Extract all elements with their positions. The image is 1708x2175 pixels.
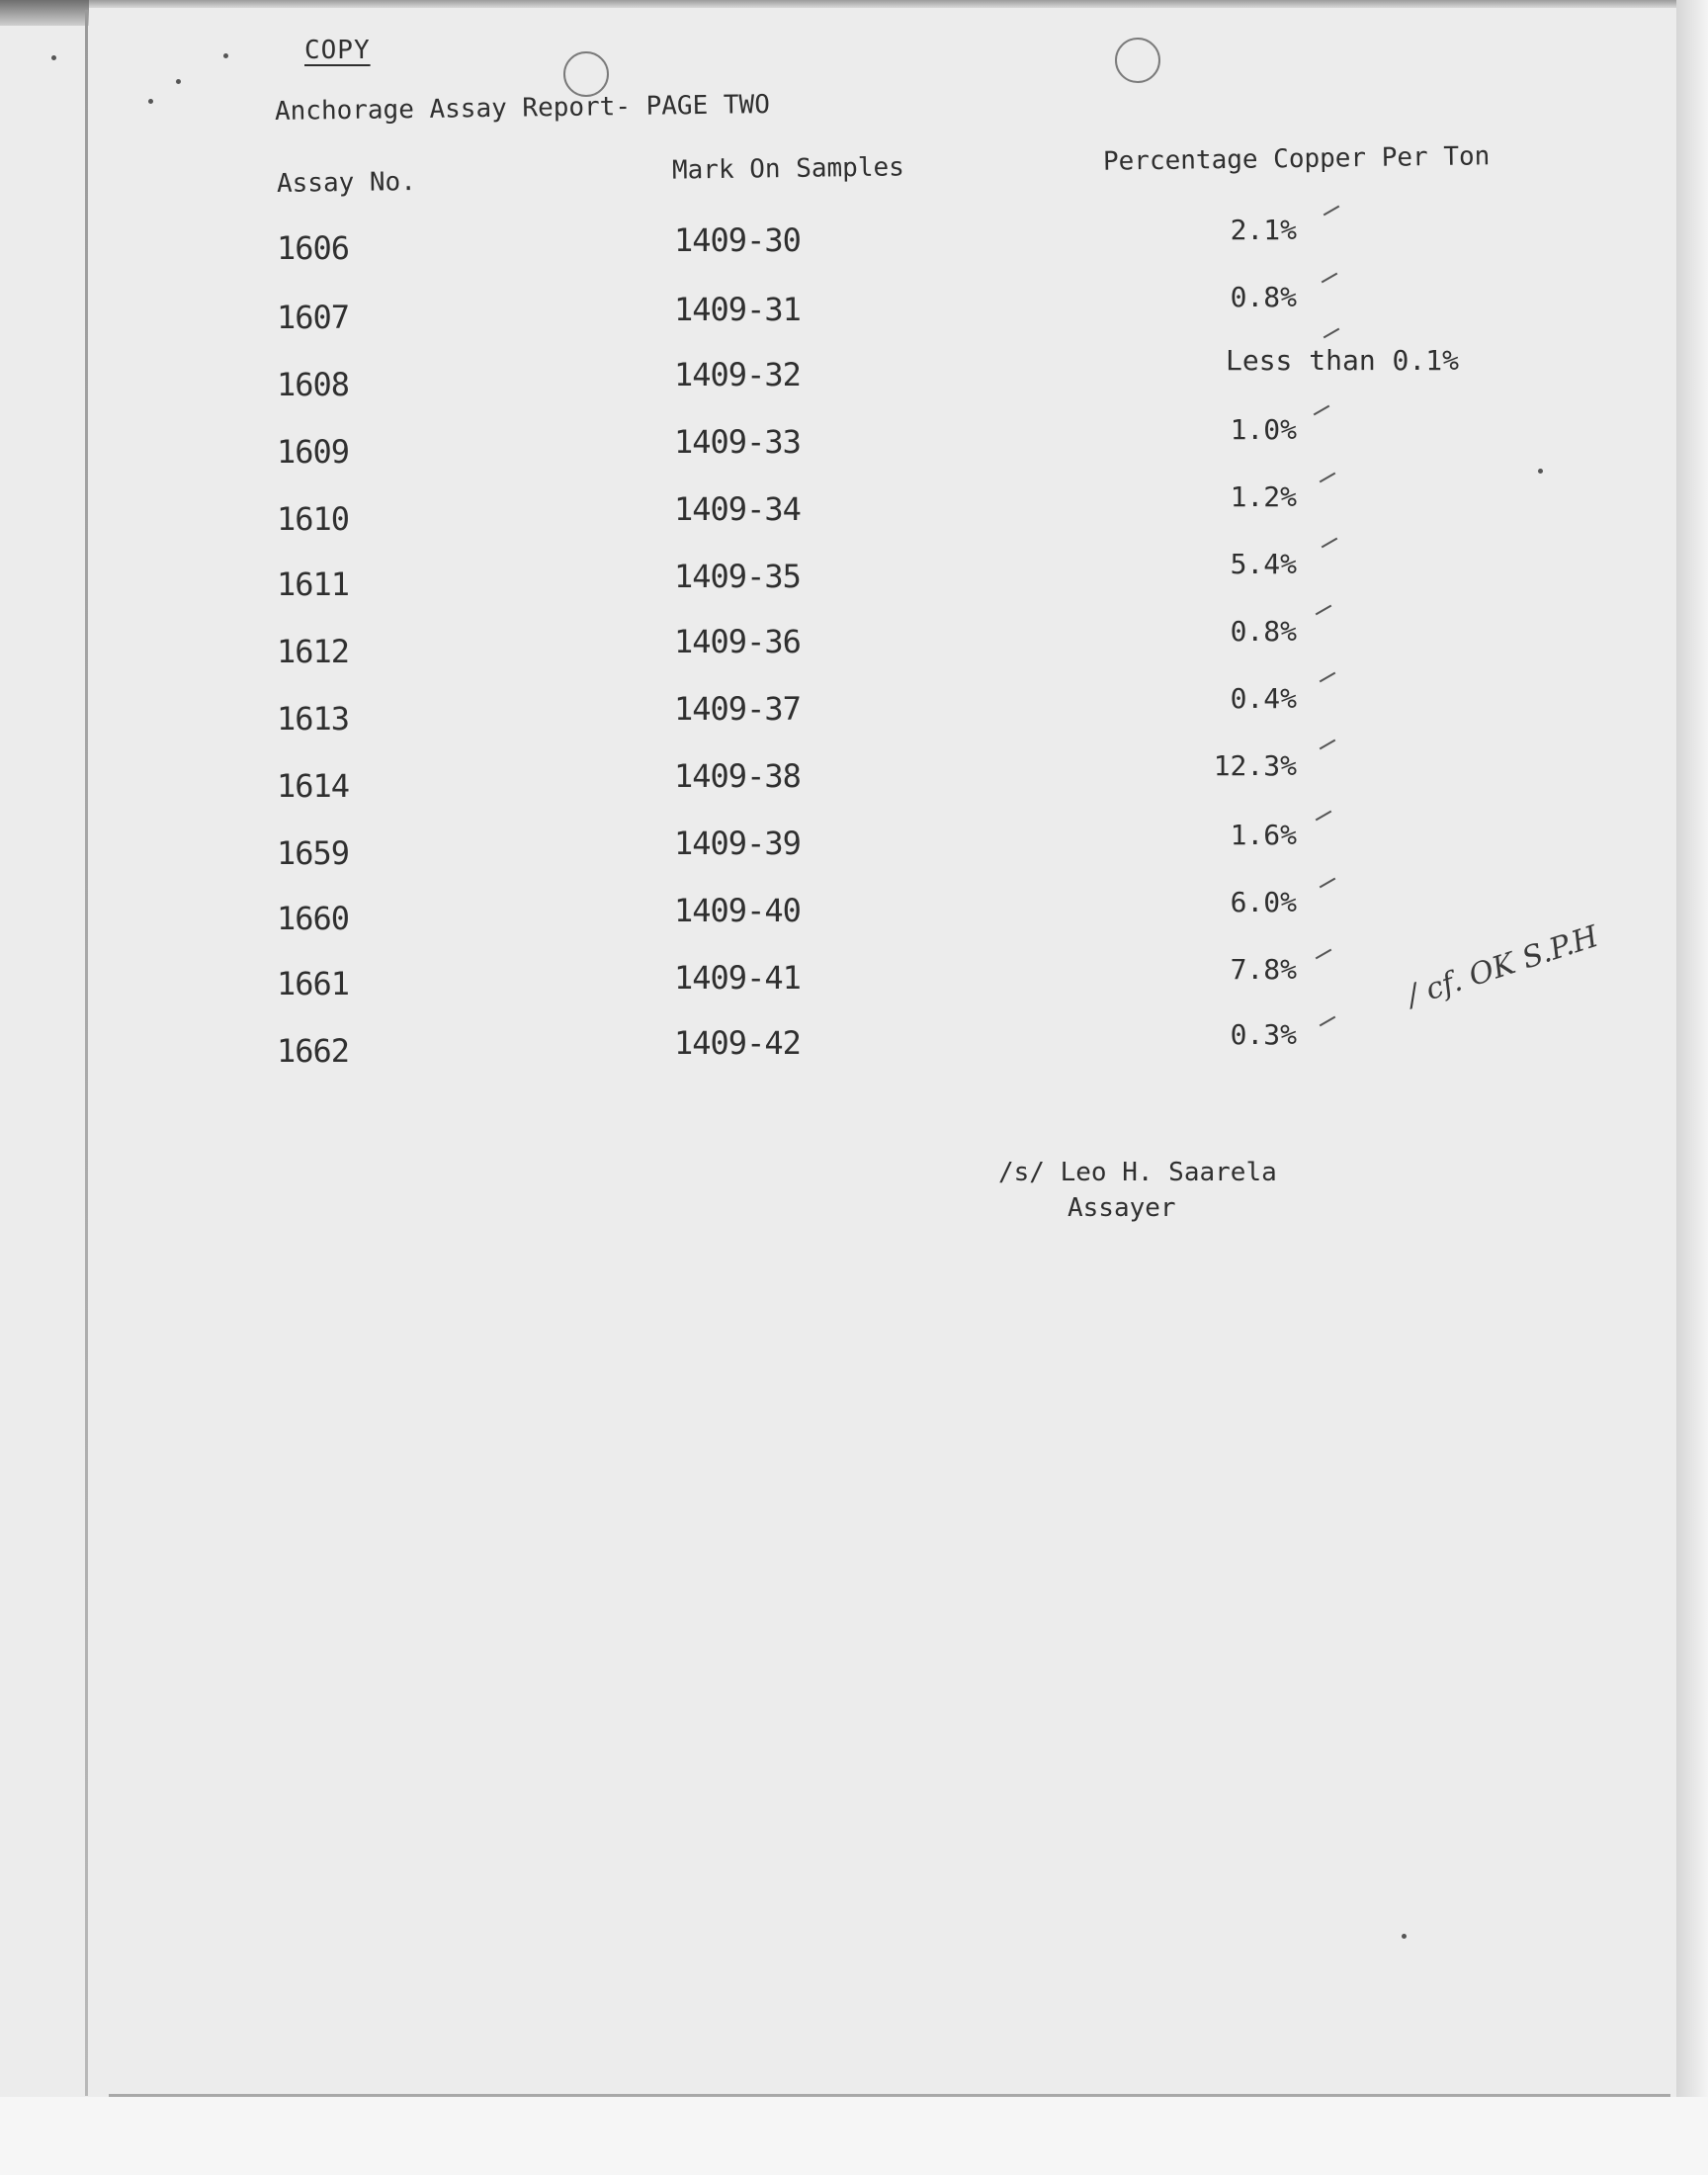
table-row — [0, 615, 1708, 670]
signature-name: /s/ Leo H. Saarela — [998, 1158, 1277, 1187]
check-mark — [1316, 605, 1332, 616]
paper-top-edge — [0, 0, 1708, 8]
sample-mark: 1409-36 — [674, 623, 801, 660]
sample-mark: 1409-39 — [674, 825, 801, 862]
copper-percentage: 1.2% — [1230, 480, 1297, 513]
assay-number: 1612 — [277, 633, 350, 670]
check-mark — [1322, 538, 1338, 549]
assay-number: 1610 — [277, 500, 350, 538]
copper-percentage: 0.8% — [1230, 281, 1297, 313]
table-row — [0, 749, 1708, 805]
copper-percentage: 6.0% — [1230, 886, 1297, 918]
scan-speck — [148, 99, 153, 104]
assay-number: 1661 — [277, 965, 350, 1002]
check-mark — [1322, 273, 1338, 284]
handwritten-initials: / cf. OK S.P.H — [1403, 918, 1603, 1014]
sample-mark: 1409-37 — [674, 690, 801, 728]
assay-number: 1662 — [277, 1032, 350, 1070]
assay-number: 1659 — [277, 834, 350, 872]
check-mark — [1320, 473, 1336, 483]
check-mark — [1316, 811, 1332, 822]
punch-hole-right — [1115, 38, 1160, 83]
assay-number: 1606 — [277, 229, 350, 267]
table-row — [0, 413, 1708, 471]
copper-percentage: 0.8% — [1230, 615, 1297, 648]
assay-number: 1614 — [277, 767, 350, 805]
scan-speck — [223, 53, 228, 58]
scan-speck — [176, 79, 181, 84]
table-row — [0, 1018, 1708, 1072]
check-mark — [1324, 206, 1340, 217]
sample-mark: 1409-38 — [674, 757, 801, 795]
scan-bottom-band — [0, 2097, 1708, 2175]
copper-percentage: Less than 0.1% — [1225, 344, 1459, 377]
check-mark — [1320, 672, 1336, 683]
table-row — [0, 886, 1708, 937]
header-assay-no: Assay No. — [276, 167, 417, 199]
signature-block — [998, 1155, 1277, 1226]
report-title: Anchorage Assay Report- PAGE TWO — [274, 90, 771, 127]
assay-number: 1660 — [277, 900, 350, 937]
sample-mark: 1409-35 — [674, 558, 801, 595]
copper-percentage: 0.3% — [1230, 1018, 1297, 1051]
table-row — [0, 819, 1708, 872]
copper-percentage: 1.6% — [1230, 819, 1297, 851]
copper-percentage: 5.4% — [1230, 548, 1297, 580]
check-mark — [1314, 405, 1330, 416]
scan-speck — [51, 55, 56, 60]
sample-mark: 1409-31 — [674, 291, 801, 328]
assay-number: 1607 — [277, 299, 350, 336]
check-mark — [1320, 1016, 1336, 1027]
sample-mark: 1409-41 — [674, 959, 801, 997]
header-mark-on-samples: Mark On Samples — [671, 152, 905, 186]
copper-percentage: 7.8% — [1230, 953, 1297, 986]
copy-label: COPY — [304, 36, 371, 65]
signature-role: Assayer — [1068, 1193, 1176, 1223]
punch-hole-left — [563, 51, 609, 97]
sample-mark: 1409-40 — [674, 892, 801, 929]
assay-number: 1611 — [277, 566, 350, 603]
check-mark — [1320, 878, 1336, 889]
table-row — [0, 214, 1708, 267]
scan-speck — [1402, 1934, 1407, 1939]
assay-number: 1613 — [277, 700, 350, 738]
table-row — [0, 682, 1708, 738]
table-row — [0, 281, 1708, 336]
sample-mark: 1409-30 — [674, 221, 801, 259]
check-mark — [1316, 949, 1332, 960]
copper-percentage: 0.4% — [1230, 682, 1297, 715]
table-row — [0, 548, 1708, 603]
assay-number: 1609 — [277, 433, 350, 471]
copper-percentage: 1.0% — [1230, 413, 1297, 446]
scan-shadow — [0, 0, 89, 26]
copper-percentage: 2.1% — [1230, 214, 1297, 246]
sample-mark: 1409-32 — [674, 356, 801, 393]
scan-speck — [1538, 469, 1543, 474]
table-row — [0, 344, 1708, 403]
header-percentage-copper: Percentage Copper Per Ton — [1102, 141, 1491, 177]
sample-mark: 1409-34 — [674, 490, 801, 528]
assay-number: 1608 — [277, 366, 350, 403]
sample-mark: 1409-42 — [674, 1024, 801, 1062]
sample-mark: 1409-33 — [674, 423, 801, 461]
table-row — [0, 480, 1708, 538]
copper-percentage: 12.3% — [1213, 749, 1297, 782]
check-mark — [1320, 740, 1336, 750]
